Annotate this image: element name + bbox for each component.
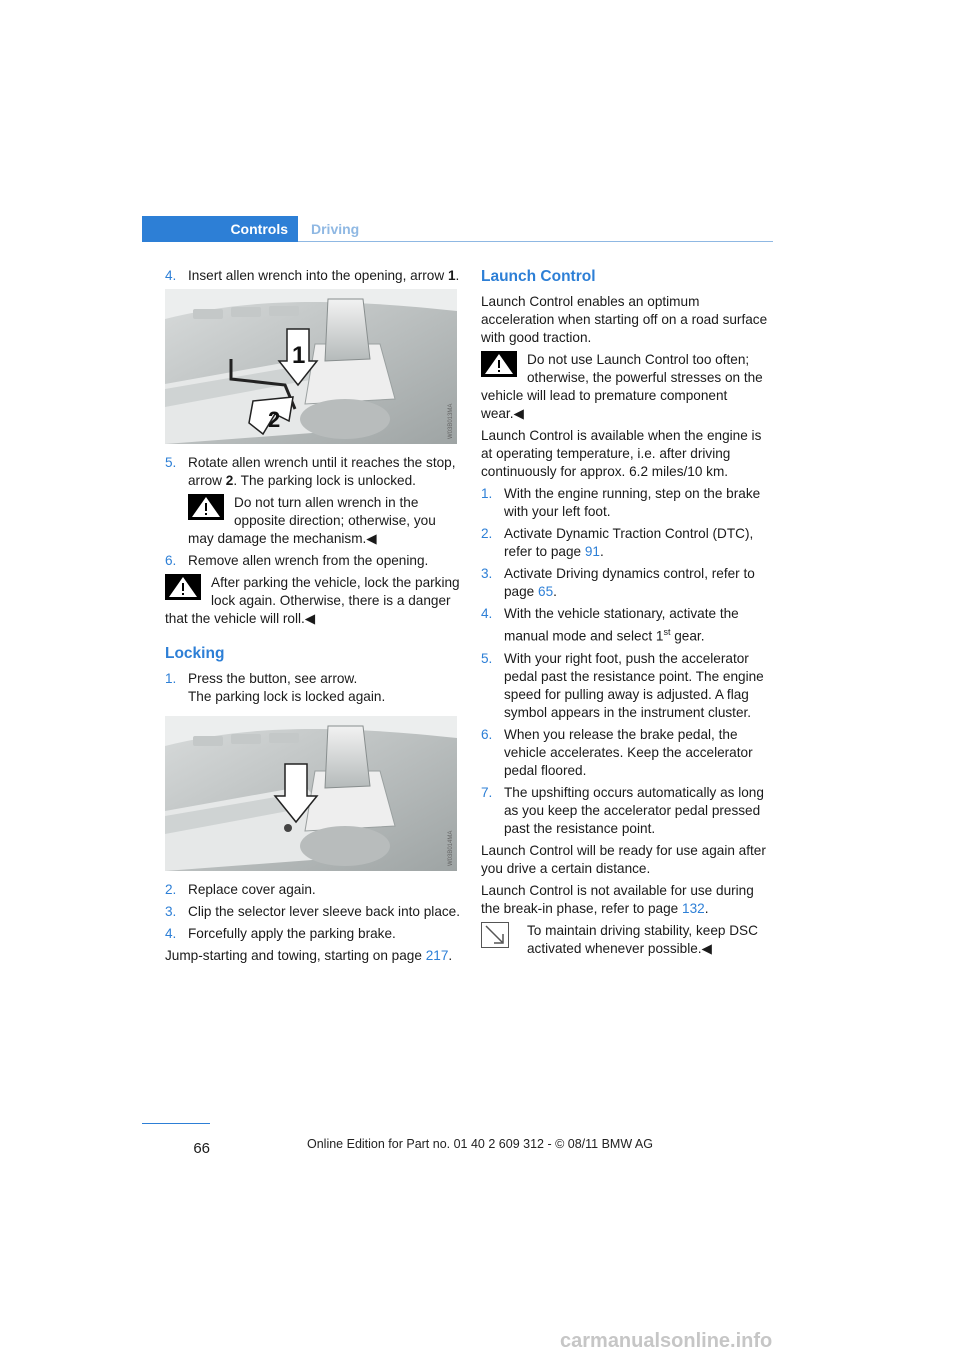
ordinal-suffix: st (663, 627, 671, 637)
step-text: Press the button, see arrow. (188, 671, 358, 686)
step-6-remove-wrench (165, 552, 460, 570)
warning-launch-control (481, 351, 773, 423)
page-link-65[interactable]: 65 (538, 584, 554, 599)
warning-triangle-icon (481, 351, 517, 377)
step-text: When you release the brake pedal, the vehicle accelerates. Keep the accelerator pedal floored. (504, 726, 753, 778)
step-number: 1. (165, 671, 177, 686)
arrow-label-1: 1 (292, 342, 306, 369)
step-number: 4. (481, 606, 493, 621)
page-number-rule (142, 1123, 210, 1124)
heading-launch-control: Launch Control (481, 268, 596, 285)
step-number: 6. (165, 553, 177, 568)
break-in-end: . (704, 900, 709, 916)
gear-selector-illustration-2 (165, 716, 457, 871)
arrow-label-2: 2 (268, 407, 281, 432)
step-text-line2: The parking lock is locked again. (188, 689, 386, 704)
step-number: 3. (165, 904, 177, 919)
warning-text: Do not turn allen wrench in the opposite direction; otherwise, you may damage the mechanism.◀ (188, 495, 436, 546)
step-text: With the engine running, step on the brake with your left foot. (504, 486, 761, 519)
step-text: Forcefully apply the parking brake. (188, 926, 396, 941)
break-in-text (481, 882, 773, 918)
launch-step-5 (481, 650, 773, 722)
step-text: Activate Driving dynamics control, refer to page (504, 566, 755, 599)
heading-locking: Locking (165, 645, 225, 662)
step-number: 5. (165, 455, 177, 470)
note-arrow-icon (481, 922, 517, 948)
step-number: 7. (481, 784, 493, 800)
photo-code: W03B014MA (448, 830, 454, 866)
reference-text: Jump-starting and towing, starting on page (165, 948, 426, 963)
warning-triangle-icon (165, 574, 201, 600)
step-text: Replace cover again. (188, 882, 316, 897)
warning-parking-lock (165, 574, 460, 628)
step-number: 4. (165, 926, 177, 941)
step-number: 4. (165, 268, 177, 283)
launch-control-intro: Launch Control enables an optimum acceleration when starting off on a road surface with good traction. (481, 294, 768, 345)
watermark: carmanualsonline.info (560, 1330, 773, 1352)
step-number: 2. (481, 526, 493, 541)
warning-text: Do not use Launch Control too often; otherwise, the powerful stresses on the vehicle will lead to premature component wear.◀ (481, 352, 763, 421)
availability-text: Launch Control is available when the engine is at operating temperature, i.e. after driving continuously for approx. 6.2 miles/10 km. (481, 428, 762, 479)
launch-step-2 (481, 525, 773, 561)
section-tab-controls[interactable]: Controls (230, 221, 288, 237)
jump-starting-reference: Jump-starting and towing, starting on page 217. (165, 948, 453, 963)
left-column (165, 267, 460, 969)
step-number: 3. (481, 566, 493, 581)
step-text-end: . (553, 584, 557, 599)
lock-step-2 (165, 881, 460, 899)
ready-again-text: Launch Control will be ready for use again after you drive a certain distance. (481, 842, 766, 876)
launch-step-7 (481, 784, 773, 838)
gear-selector-illustration (165, 289, 457, 444)
note-text: To maintain driving stability, keep DSC activated whenever possible.◀ (527, 922, 758, 956)
photo-allen-wrench (165, 289, 457, 444)
page-link-217[interactable]: 217 (425, 948, 449, 963)
step-text-end: . (455, 268, 460, 283)
page-link-132[interactable]: 132 (682, 900, 705, 916)
step-text-end: . (599, 544, 604, 559)
step-text: Remove allen wrench from the opening. (188, 553, 429, 568)
step-text: The upshifting occurs automatically as long as you keep the accelerator pedal pressed past the resistance point. (504, 784, 764, 836)
lock-step-4 (165, 925, 460, 943)
right-column (481, 267, 773, 962)
step-text-end: . The parking lock is unlocked. (233, 473, 416, 488)
section-tab-driving[interactable]: Driving (311, 221, 360, 237)
note-dsc (481, 922, 773, 958)
step-number: 1. (481, 486, 493, 501)
warning-triangle-icon (188, 494, 224, 520)
page-number: 66 (193, 1140, 210, 1157)
warning-text: After parking the vehicle, lock the parking lock again. Otherwise, there is a danger that the vehicle will roll.◀ (165, 575, 460, 626)
arrow-ref: 1 (447, 268, 456, 283)
launch-step-6 (481, 726, 773, 780)
step-number: 2. (165, 882, 177, 897)
step-text: Clip the selector lever sleeve back into place. (188, 904, 461, 919)
warning-opposite-direction (188, 494, 460, 548)
step-text: With your right foot, push the accelerator pedal past the resistance point. The engine speed for pulling away is adjusted. A flag symbol appears in the instrument cluster. (504, 650, 764, 720)
break-in-sentence: Launch Control is not available for use during the break-in phase, refer to page (481, 882, 754, 916)
launch-step-3 (481, 565, 773, 601)
step-4-insert-wrench (165, 267, 460, 285)
step-number: 6. (481, 726, 493, 742)
photo-locking-button (165, 716, 457, 871)
step-5-rotate-wrench (165, 454, 460, 490)
header-rule (298, 241, 773, 242)
step-text: Rotate allen wrench until it reaches the stop, arrow (188, 455, 456, 488)
step-text: Insert allen wrench into the opening, arrow (188, 268, 448, 283)
step-text: With the vehicle stationary, activate the manual mode and select 1 (504, 606, 739, 644)
page-link-91[interactable]: 91 (584, 544, 600, 559)
step-text-end: gear. (670, 628, 705, 644)
launch-step-4 (481, 605, 773, 646)
lock-step-1 (165, 670, 460, 706)
step-number: 5. (481, 650, 493, 666)
arrow-ref: 2 (225, 473, 234, 488)
edition-footer: Online Edition for Part no. 01 40 2 609 312 - © 08/11 BMW AG (307, 1137, 653, 1151)
launch-step-1 (481, 485, 773, 521)
step-text: Activate Dynamic Traction Control (DTC), refer to page (504, 526, 754, 559)
photo-code: W03B013MA (448, 403, 454, 439)
lock-step-3 (165, 903, 460, 921)
